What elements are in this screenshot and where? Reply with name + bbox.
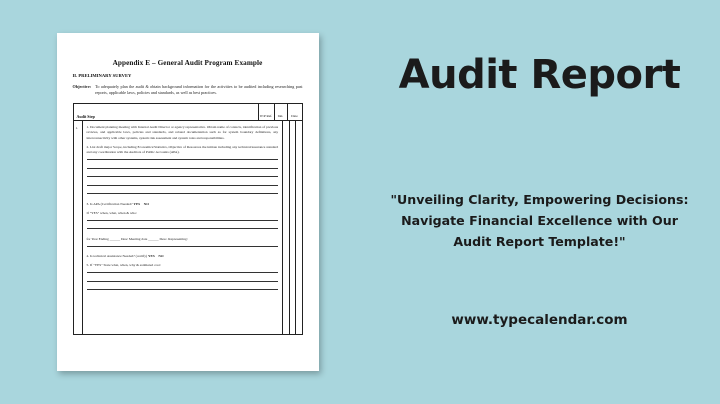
table-row xyxy=(74,121,283,334)
question-year-ending: for Year Ending ______ Desc Meeting date ______ Desc. Representing: xyxy=(86,236,188,241)
document-title: Appendix E – General Audit Program Example xyxy=(112,59,263,67)
tagline-text: "Unveiling Clarity, Empowering Decisions: Navigate Financial Excellence with Our Audit Report Template!" xyxy=(390,192,689,249)
write-in-rule xyxy=(87,272,279,273)
question-cost-detail: 5. If "YES" State what, when, why & estimated cost: xyxy=(86,263,161,268)
objective-label: Objective: xyxy=(72,84,92,89)
objective-text: To adequately plan the audit & obtain background information for the activities to be audited including researching past reports, applicable laws, policies and standards, as well as best practices. xyxy=(95,84,303,96)
question-text: 4. Is technical Assistance Needed? (certify) xyxy=(86,254,148,259)
audit-step-paragraph-2: 2. List draft major Scope, including Economics/Statistics, Objective of Resources the initiate including any technical/assurance standard and any coordination with the Auditors of Public Accounts (APA). xyxy=(86,144,279,155)
question-yes-detail: If "YES" when, what, when & who: xyxy=(86,210,137,215)
text-pane xyxy=(375,0,720,404)
row-number-cell xyxy=(74,121,83,334)
write-in-rule xyxy=(87,289,279,290)
document-page-shadow xyxy=(57,33,319,371)
answer-yes: YES xyxy=(148,254,155,259)
write-in-rule xyxy=(87,281,279,282)
date-cell xyxy=(295,121,302,334)
write-in-rule xyxy=(87,176,279,177)
page-title: Audit Report xyxy=(398,52,681,98)
question-apa-certification xyxy=(87,202,279,206)
question-text: 3. Is APA (Certification Needed? xyxy=(86,201,133,206)
answer-yes: YES xyxy=(133,201,141,206)
column-header-wp-ref: W/P Ref. xyxy=(258,104,274,120)
write-in-rule xyxy=(87,193,279,194)
wp-ref-cell xyxy=(282,121,289,334)
answer-no: NO xyxy=(158,254,164,259)
write-in-rule xyxy=(87,168,279,169)
document-page xyxy=(57,33,319,371)
write-in-rule xyxy=(87,228,279,229)
audit-program-table xyxy=(73,103,303,335)
row-number: 1. xyxy=(75,126,79,131)
answer-no: NO xyxy=(143,201,149,206)
audit-step-content xyxy=(83,121,283,334)
write-in-rule xyxy=(87,159,279,160)
write-in-rule xyxy=(87,246,279,247)
write-in-rule xyxy=(87,220,279,221)
column-header-audit-step: Audit Step xyxy=(76,113,95,119)
column-header-date: Date xyxy=(287,104,302,120)
document-section-heading: II. PRELIMINARY SURVEY xyxy=(72,73,132,78)
table-header-row xyxy=(74,104,302,121)
website-url: www.typecalendar.com xyxy=(451,312,628,329)
audit-step-paragraph-1: 1. Document planning meeting with Internal Audit Director or agency representative. Obtain name of contacts, identification of previous reviews, and applicable laws, policies and standards, and related documentation such as for system boundary definitions, any interconnectivity with other systems, system risk assessment and system roles and responsibilities. xyxy=(86,125,279,140)
column-header-init: Init. xyxy=(274,104,287,120)
table-body xyxy=(74,121,302,334)
document-objective xyxy=(73,84,303,96)
question-technical-assistance xyxy=(87,254,279,258)
write-in-rule xyxy=(87,185,279,186)
